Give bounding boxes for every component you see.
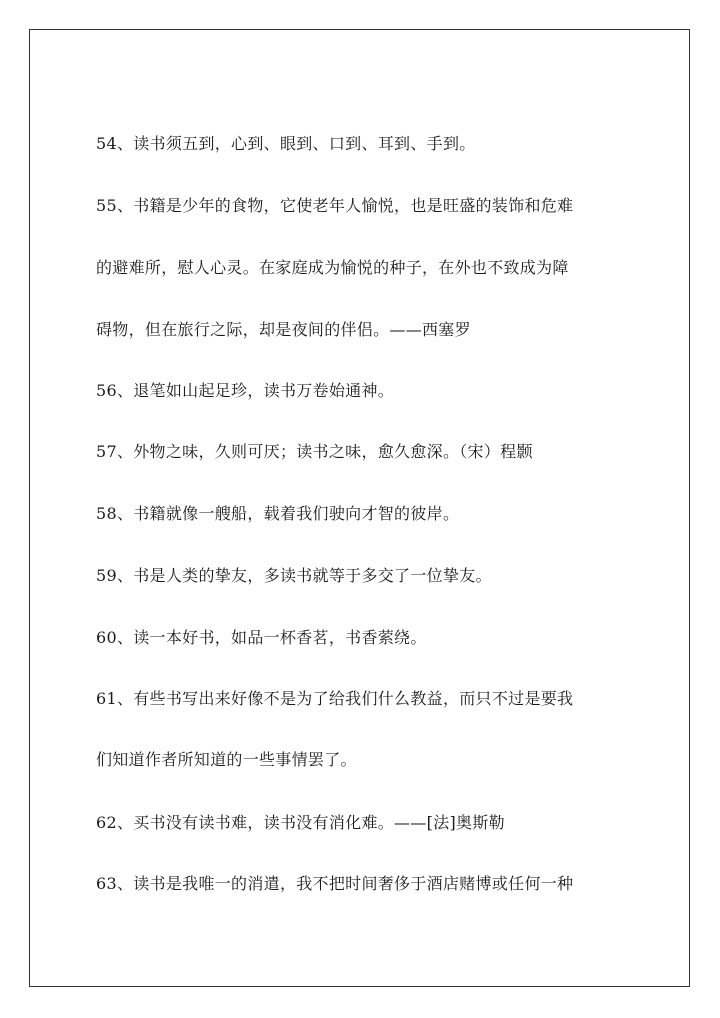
text-line-54: 54、读书须五到，心到、眼到、口到、耳到、手到。: [96, 134, 476, 153]
text-line-56: 56、退笔如山起足珍，读书万卷始通神。: [96, 381, 395, 400]
text-line-62: 62、买书没有读书难，读书没有消化难。——[法]奥斯勒: [96, 813, 505, 832]
text-line-60: 60、读一本好书，如品一杯香茗，书香萦绕。: [96, 628, 427, 647]
text-line-59: 59、书是人类的挚友，多读书就等于多交了一位挚友。: [96, 566, 492, 585]
text-line-61a: 61、有些书写出来好像不是为了给我们什么教益，而只不过是要我: [96, 689, 574, 708]
text-line-63: 63、读书是我唯一的消遣，我不把时间奢侈于酒店赌博或任何一种: [96, 874, 574, 893]
text-line-61b: 们知道作者所知道的一些事情罢了。: [96, 750, 357, 769]
text-line-55a: 55、书籍是少年的食物，它使老年人愉悦，也是旺盛的装饰和危难: [96, 196, 574, 215]
text-line-55b: 的避难所，慰人心灵。在家庭成为愉悦的种子，在外也不致成为障: [96, 258, 569, 277]
text-line-57: 57、外物之味，久则可厌；读书之味，愈久愈深。（宋）程颢: [96, 442, 533, 461]
text-line-58: 58、书籍就像一艘船，载着我们驶向才智的彼岸。: [96, 504, 460, 523]
text-line-55c: 碍物，但在旅行之际，却是夜间的伴侣。——西塞罗: [96, 320, 471, 339]
